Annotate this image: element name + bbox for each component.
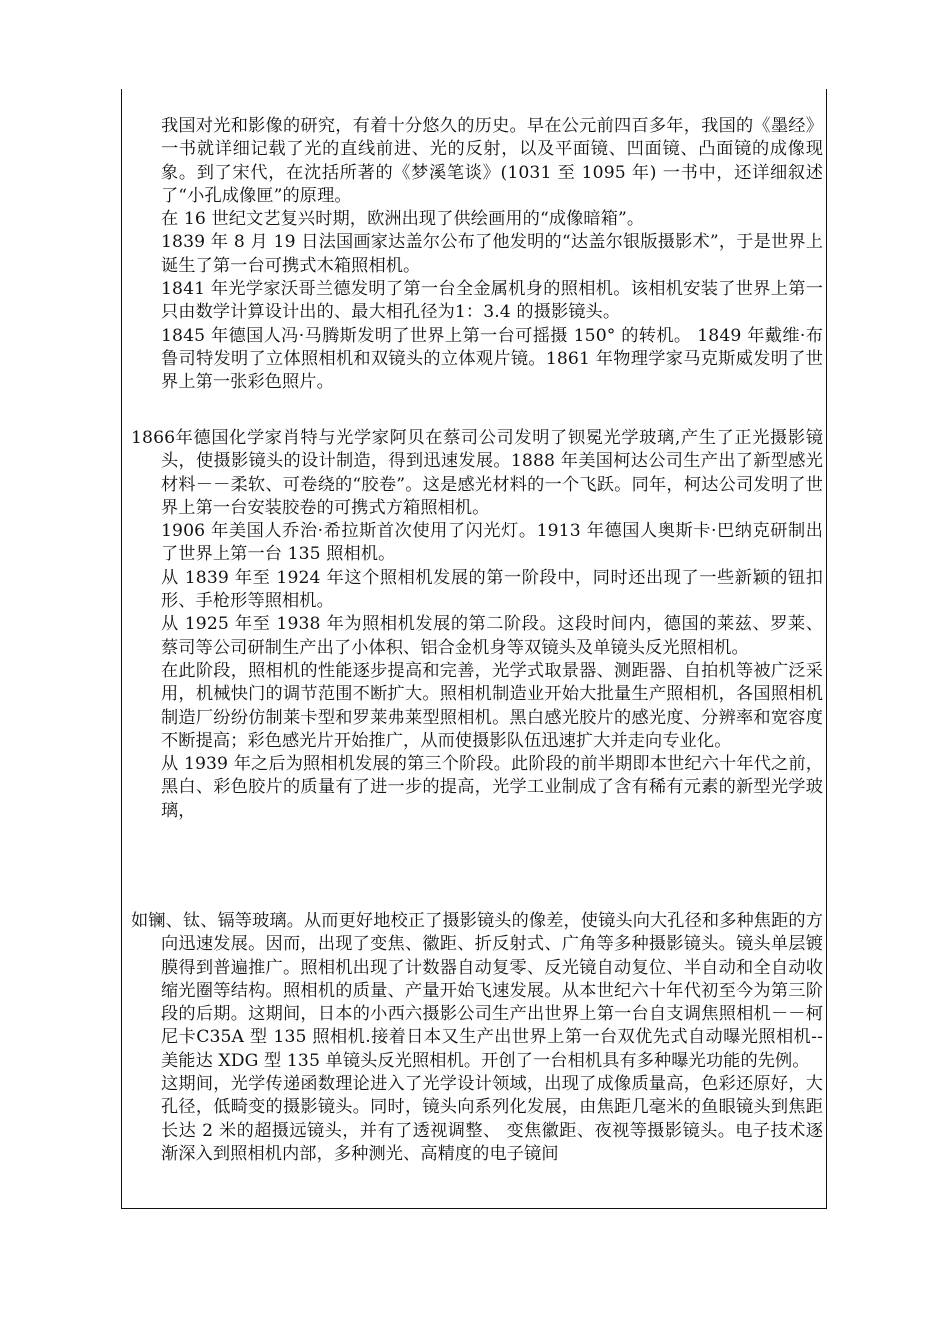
section-third-stage (131, 910, 823, 1166)
paragraph-second-stage-detail: 在此阶段，照相机的性能逐步提高和完善，光学式取景器、测距器、自拍机等被广泛采用，机械快门的调节范围不断扩大。照相机制造业开始大批量生产照相机，各国照相机制造厂纷纷仿制莱卡型和罗莱弗莱型照相机。黑白感光胶片的感光度、分辨率和宽容度不断提高；彩色感光片开始推广，从而使摄影队伍迅速扩大并走向专业化。 (161, 660, 823, 751)
section-first-stage (131, 427, 823, 823)
paragraph-daguerreotype: 1839 年 8 月 19 日法国画家达盖尔公布了他发明的“达盖尔银版摄影术”，于是世界上诞生了第一台可携式木箱照相机。 (161, 232, 823, 276)
paragraph-camera-obscura: 在 16 世纪文艺复兴时期，欧洲出现了供绘画用的“成像暗箱”。 (161, 209, 645, 230)
section-early-history (131, 115, 823, 395)
paragraph-second-stage: 从 1925 年至 1938 年为照相机发展的第二阶段。这段时间内，德国的莱兹、罗莱、蔡司等公司研制生产出了小体积、铝合金机身等双镜头及单镜头反光照相机。 (161, 614, 823, 658)
paragraph-optical-glass-film: 1866年德国化学家肖特与光学家阿贝在蔡司公司发明了钡冕光学玻璃,产生了正光摄影镜头，使摄影镜头的设计制造，得到迅速发展。1888 年美国柯达公司生产出了新型感光材料－－柔软、可卷绕的“胶卷”。这是感光材料的一个飞跃。同年，柯达公司发明了世界上第一台安装胶卷的可携式方箱照相机。 (131, 428, 823, 518)
paragraph-metal-camera: 1841 年光学家沃哥兰德发明了第一台全金属机身的照相机。该相机安装了世界上第一只由数学计算设计出的、最大相孔径为1：3.4 的摄影镜头。 (161, 279, 823, 323)
paragraph-panoramic-stereo-color: 1845 年德国人冯·马腾斯发明了世界上第一台可摇摄 150° 的转机。 1849 年戴维·布鲁司特发明了立体照相机和双镜头的立体观片镜。1861 年物理学家马克斯威发明了世界上第一张彩色照片。 (161, 325, 823, 393)
paragraph-chinese-optics: 我国对光和影像的研究，有着十分悠久的历史。早在公元前四百多年，我国的《墨经》一书就详细记载了光的直线前进、光的反射，以及平面镜、凹面镜、凸面镜的成像现象。到了宋代，在沈括所著的《梦溪笔谈》(1031 至 1095 年) 一书中，还详细叙述了“小孔成像匣”的原理。 (161, 116, 823, 206)
paragraph-rare-earth-glass: 如镧、钛、镉等玻璃。从而更好地校正了摄影镜头的像差，使镜头向大孔径和多种焦距的方向迅速发展。因而，出现了变焦、徽距、折反射式、广角等多种摄影镜头。镜头单层镀膜得到普遍推广。照相机出现了计数器自动复零、反光镜自动复位、半自动和全自动收缩光圈等结构。照相机的质量、产量开始飞速发展。从本世纪六十年代初至今为第三阶段的后期。这期间，日本的小西六摄影公司生产出世界上第一台自支调焦照相机－－柯尼卡C35A 型 135 照相机.接着日本又生产出世界上第一台双优先式自动曝光照相机--美能达 XDG 型 135 单镜头反光照相机。开创了一台相机具有多种曝光功能的先例。 (131, 911, 823, 1071)
paragraph-modern-lenses: 这期间，光学传递函数理论进入了光学设计领域，出现了成像质量高，色彩还原好，大孔径，低畸变的摄影镜头。同时，镜头向系列化发展，由焦距几毫米的鱼眼镜头到焦距长达 2 米的超摄远镜头，并有了透视调整、 变焦徽距、夜视等摄影镜头。电子技术逐渐深入到照相机内部，多种测光、高精度的电子镜间 (161, 1074, 823, 1164)
paragraph-third-stage: 从 1939 年之后为照相机发展的第三个阶段。此阶段的前半期即本世纪六十年代之前，黑白、彩色胶片的质量有了进一步的提高，光学工业制成了含有稀有元素的新型光学玻璃， (161, 754, 823, 821)
paragraph-flash-135: 1906 年美国人乔治·希拉斯首次使用了闪光灯。1913 年德国人奥斯卡·巴纳克研制出了世界上第一台 135 照相机。 (161, 521, 823, 565)
paragraph-first-stage: 从 1839 年至 1924 年这个照相机发展的第一阶段中，同时还出现了一些新颖的钮扣形、手枪形等照相机。 (161, 567, 823, 612)
